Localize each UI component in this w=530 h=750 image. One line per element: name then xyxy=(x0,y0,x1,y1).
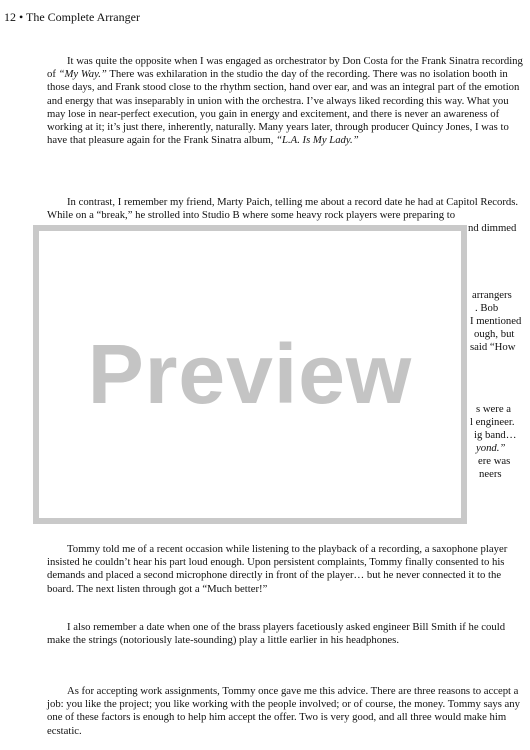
fragment: yond.” xyxy=(476,442,506,454)
fragment: I mentioned xyxy=(470,315,522,327)
p1-text-b: There was exhilaration in the studio the day of the recording. There was no isolation booth in those days, and Frank stood close to the rhythm section, hand over ear, and was an integral part of the emotion and energy that was inseparably in union with the orchestra. I’ve always liked recording this way. What you may lose in near-perfect execution, you gain in energy and excitement, and there is never an awareness of working at it; it’s just there, inherently, naturally. Many years later, through producer Quincy Jones, I was to have that pleasure again for the Frank Sinatra album, xyxy=(47,68,520,147)
preview-watermark-label: Preview xyxy=(87,327,413,421)
fragment: nd dimmed xyxy=(468,222,517,234)
p1-title-la-lady: “L.A. Is My Lady.” xyxy=(276,134,359,147)
fragment: said “How xyxy=(470,341,516,353)
paragraph-brass-strings: I also remember a date when one of the brass players facetiously asked engineer Bill Smith if he could make the strings (notoriously late-sounding) play a little earlier in his headphones. xyxy=(47,621,506,647)
fragment: ere was xyxy=(478,455,511,467)
paragraph-saxophone-mic: Tommy told me of a recent occasion while listening to the playback of a recording, a saxophone player insisted he couldn’t hear his part loud enough. Upon persistent complaints, Tommy finally consented to his demands and placed a second microphone directly in front of the player… but he never connected it to the board. The next listen through got a “Much better!” xyxy=(47,543,508,595)
p1-text-a: It was quite the opposite when I was engaged as orchestrator by Don Costa for the Frank Sinatra recording of xyxy=(47,55,523,81)
paragraph-my-way xyxy=(47,55,525,147)
fragment: ough, but xyxy=(474,328,515,340)
fragment: neers xyxy=(479,468,502,480)
p1-title-my-way: “My Way.” xyxy=(58,68,107,81)
running-head: 12 • The Complete Arranger xyxy=(4,10,140,24)
fragment: s were a xyxy=(476,403,512,415)
fragment: l engineer. xyxy=(470,416,515,428)
fragment: arrangers xyxy=(472,289,512,301)
preview-watermark-box xyxy=(33,225,467,524)
fragment: ig band… xyxy=(474,429,517,441)
paragraph-marty-paich: In contrast, I remember my friend, Marty Paich, telling me about a record date he had at Capitol Records. While on a “break,” he strolled into Studio B where some heavy rock players were preparing to xyxy=(47,196,519,222)
paragraph-work-assignments: As for accepting work assignments, Tommy once gave me this advice. There are three reasons to accept a job: you like the project; you like working with the people involved; or of course, the money. Tommy says any one of these factors is enough to help him accept the offer. Two is very good, and all three would make him ecstatic. xyxy=(47,685,520,737)
fragment: . Bob xyxy=(475,302,499,314)
